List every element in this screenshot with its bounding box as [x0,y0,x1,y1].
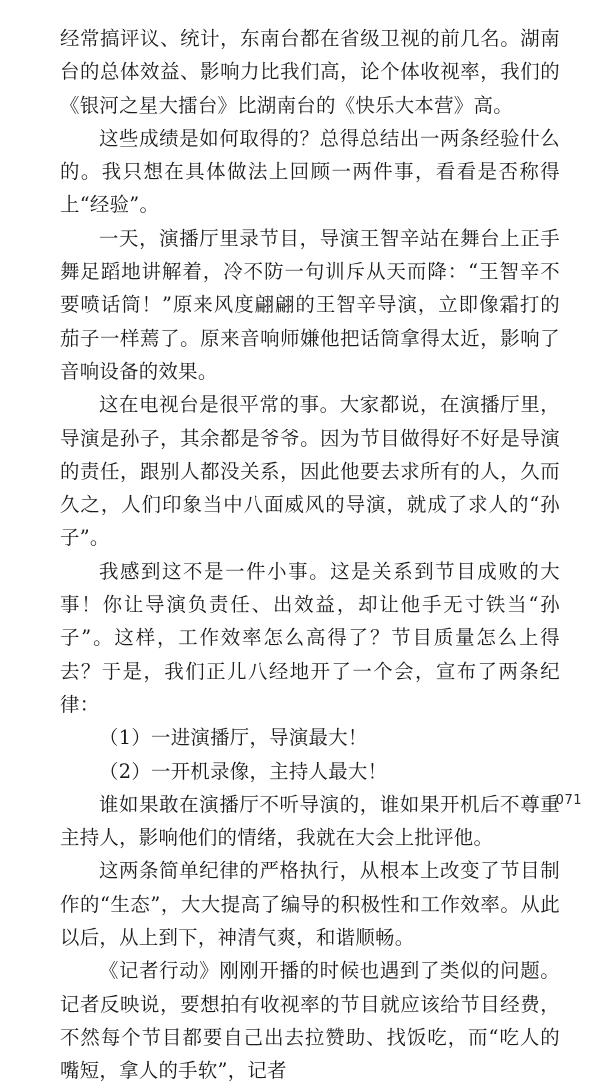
paragraph-1: 经常搞评议、统计，东南台都在省级卫视的前几名。湖南台的总体效益、影响力比我们高，论个体收视率，我们的《银河之星大擂台》比湖南台的《快乐大本营》高。 [60,27,560,117]
rule-item-1: （1）一进演播厅，导演最大！ [99,726,368,750]
paragraph-2: 这些成绩是如何取得的？总得总结出一两条经验什么的。我只想在具体做法上回顾一两件事，看看是否称得上“经验”。 [60,126,560,217]
paragraph-10: 《记者行动》刚刚开播的时候也遇到了类似的问题。记者反映说，要想拍有收视率的节目就应该给节目经费，不然每个节目都要自己出去拉赞助、找饭吃，而“吃人的嘴短，拿人的手软”，记者 [60,959,560,1083]
paragraph-5: 我感到这不是一件小事。这是关系到节目成败的大事！你让导演负责任、出效益，却让他手无寸铁当“孙子”。这样，工作效率怎么高得了？节目质量怎么上得去？于是，我们正儿八经地开了一个会，宣布了两条纪律： [60,559,560,716]
paragraph-4: 这在电视台是很平常的事。大家都说，在演播厅里，导演是孙子，其余都是爷爷。因为节目做得好不好是导演的责任，跟别人都没关系，因此他要去求所有的人，久而久之，人们印象当中八面威风的导演，就成了求人的“孙子”。 [60,393,560,550]
page-number: 071 [555,793,582,808]
paragraph-9: 这两条简单纪律的严格执行，从根本上改变了节目制作的“生态”，大大提高了编导的积极性和工作效率。从此以后，从上到下，神清气爽，和谐顺畅。 [60,859,560,950]
rule-item-2: （2）一开机录像，主持人最大！ [99,759,388,783]
paragraph-8: 谁如果敢在演播厅不听导演的，谁如果开机后不尊重主持人，影响他们的情绪，我就在大会上批评他。 [60,792,560,850]
page-body [60,22,560,1088]
paragraph-3: 一天，演播厅里录节目，导演王智辛站在舞台上正手舞足蹈地讲解着，冷不防一句训斥从天而降：“王智辛不要喷话筒！”原来风度翩翩的王智辛导演，立即像霜打的茄子一样蔫了。原来音响师嫌他把话筒拿得太近，影响了音响设备的效果。 [60,226,560,383]
